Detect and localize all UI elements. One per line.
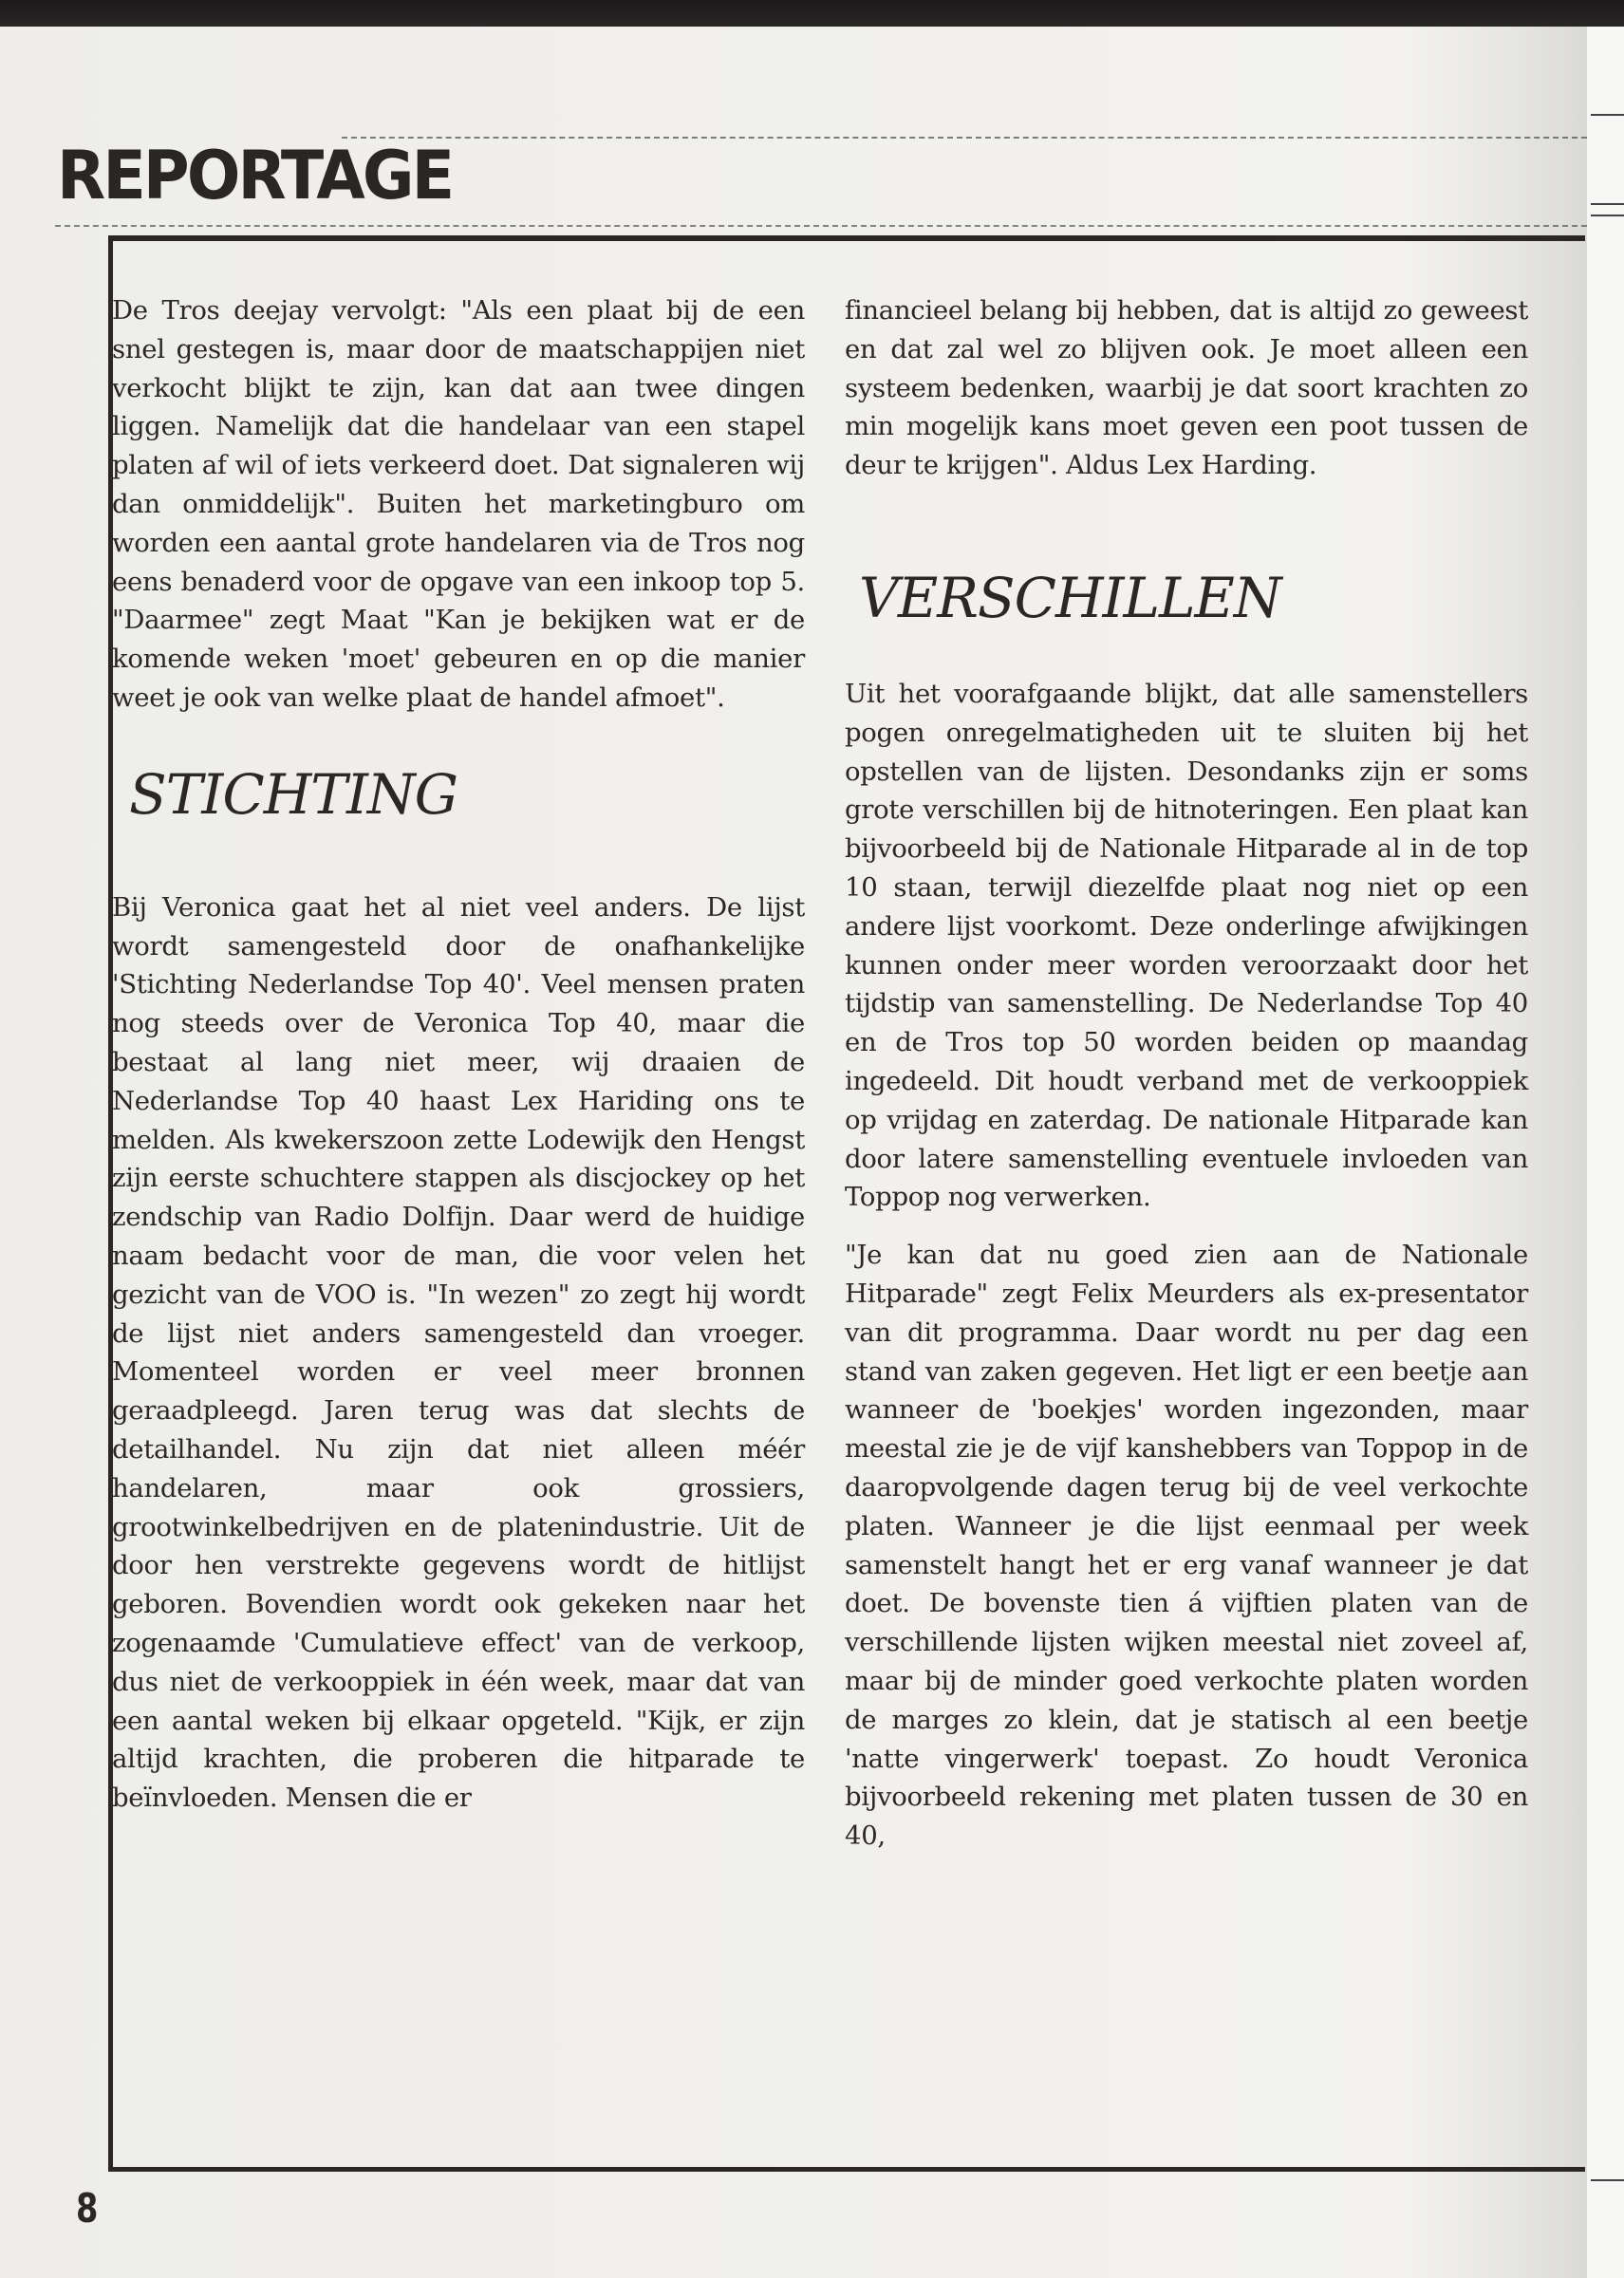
intro-paragraph: De Tros deejay vervolgt: "Als een plaat bij de een snel gestegen is, maar door de maatschappijen niet verkocht blijkt te zijn, kan dat aan twee dingen liggen. Namelijk dat die handelaar van een stapel platen af wil of iets verkeerd doet. Dat signaleren wij dan onmiddelijk". Buiten het marketingburo om worden een aantal grote handelaren via de Tros nog eens benaderd voor de opgave van een inkoop top 5. "Daarmee" zegt Maat "Kan je bekijken wat er de komende weken 'moet' gebeuren en op die manier weet je ook van welke plaat de handel afmoet". bbox=[112, 295, 805, 713]
stichting-paragraph: Bij Veronica gaat het al niet veel anders. De lijst wordt samengesteld door de onafhankelijke 'Stichting Nederlandse Top 40'. Veel mensen praten nog steeds over de Veronica Top 40, maar die bestaat al lang niet meer, wij draaien de Nederlandse Top 40 haast Lex Hariding ons te melden. Als kwekerszoon zette Lodewijk den Hengst zijn eerste schuchtere stappen als discjockey op het zendschip van Radio Dolfijn. Daar werd de huidige naam bedacht voor de man, die voor velen het gezicht van de VOO is. "In wezen" zo zegt hij wordt de lijst niet anders samengesteld dan vroeger. Momenteel worden er veel meer bronnen geraadpleegd. Jaren terug was dat slechts de detailhandel. Nu zijn dat niet alleen méér handelaren, maar ook grossiers, grootwinkelbedrijven en de platenindustrie. Uit de door hen verstrekte gegevens wordt de hitlijst geboren. Bovendien wordt ook gekeken naar het zogenaamde 'Cumulatieve effect' van de verkoop, dus niet de verkooppiek in één week, maar dat van een aantal weken bij elkaar opgeteld. "Kijk, er zijn altijd krachten, die proberen die hitparade te beïnvloeden. Mensen die er bbox=[112, 891, 805, 1814]
page-number: 8 bbox=[76, 2185, 99, 2231]
article-column-right bbox=[845, 291, 1528, 1856]
header-rule-bottom bbox=[55, 225, 1587, 227]
subheading-stichting: STICHTING bbox=[129, 761, 457, 827]
section-title: REPORTAGE bbox=[57, 137, 453, 215]
facing-page-rule bbox=[1591, 114, 1624, 116]
article-column-left bbox=[112, 291, 805, 1818]
facing-page-edge bbox=[1587, 27, 1624, 2278]
scan-top-edge bbox=[0, 0, 1624, 28]
continuation-paragraph: financieel belang bij hebben, dat is altijd zo geweest en dat zal wel zo blijven ook. Je moet alleen een systeem bedenken, waarbij je dat soort krachten zo min mogelijk kans moet geven een poot tussen de deur te krijgen". Aldus Lex Harding. bbox=[845, 295, 1528, 481]
facing-page-rule bbox=[1591, 215, 1624, 216]
subheading-verschillen: VERSCHILLEN bbox=[859, 565, 1281, 630]
verschillen-paragraph-1: Uit het voorafgaande blijkt, dat alle samenstellers pogen onregelmatigheden uit te sluiten bij het opstellen van de lijsten. Desondanks zijn er soms grote verschillen bij de hitnoteringen. Een plaat kan bijvoorbeeld bij de Nationale Hitparade al in de top 10 staan, terwijl diezelfde plaat nog niet op een andere lijst voorkomt. Deze onderlinge afwijkingen kunnen onder meer worden veroorzaakt door het tijdstip van samenstelling. De Nederlandse Top 40 en de Tros top 50 worden beiden op maandag ingedeeld. Dit houdt verband met de verkooppiek op vrijdag en zaterdag. De nationale Hitparade kan door latere samenstelling eventuele invloeden van Toppop nog verwerken. bbox=[845, 678, 1528, 1213]
verschillen-paragraph-2: "Je kan dat nu goed zien aan de Nationale Hitparade" zegt Felix Meurders als ex-presentator van dit programma. Daar wordt nu per dag een stand van zaken gegeven. Het ligt er een beetje aan wanneer de 'boekjes' worden ingezonden, maar meestal zie je de vijf kanshebbers van Toppop in de daaropvolgende dagen terug bij de veel verkochte platen. Wanneer je die lijst eenmaal per week samenstelt hangt het er erg vanaf wanneer je dat doet. De bovenste tien á vijftien platen van de verschillende lijsten wijken meestal niet zoveel af, maar bij de minder goed verkochte platen worden de marges zo klein, dat je statisch al een beetje 'natte vingerwerk' toepast. Zo houdt Veronica bijvoorbeeld rekening met platen tussen de 30 en 40, bbox=[845, 1240, 1528, 1852]
facing-page-rule bbox=[1591, 203, 1624, 205]
header-rule-top bbox=[342, 137, 1587, 139]
facing-page-rule bbox=[1591, 2179, 1624, 2181]
